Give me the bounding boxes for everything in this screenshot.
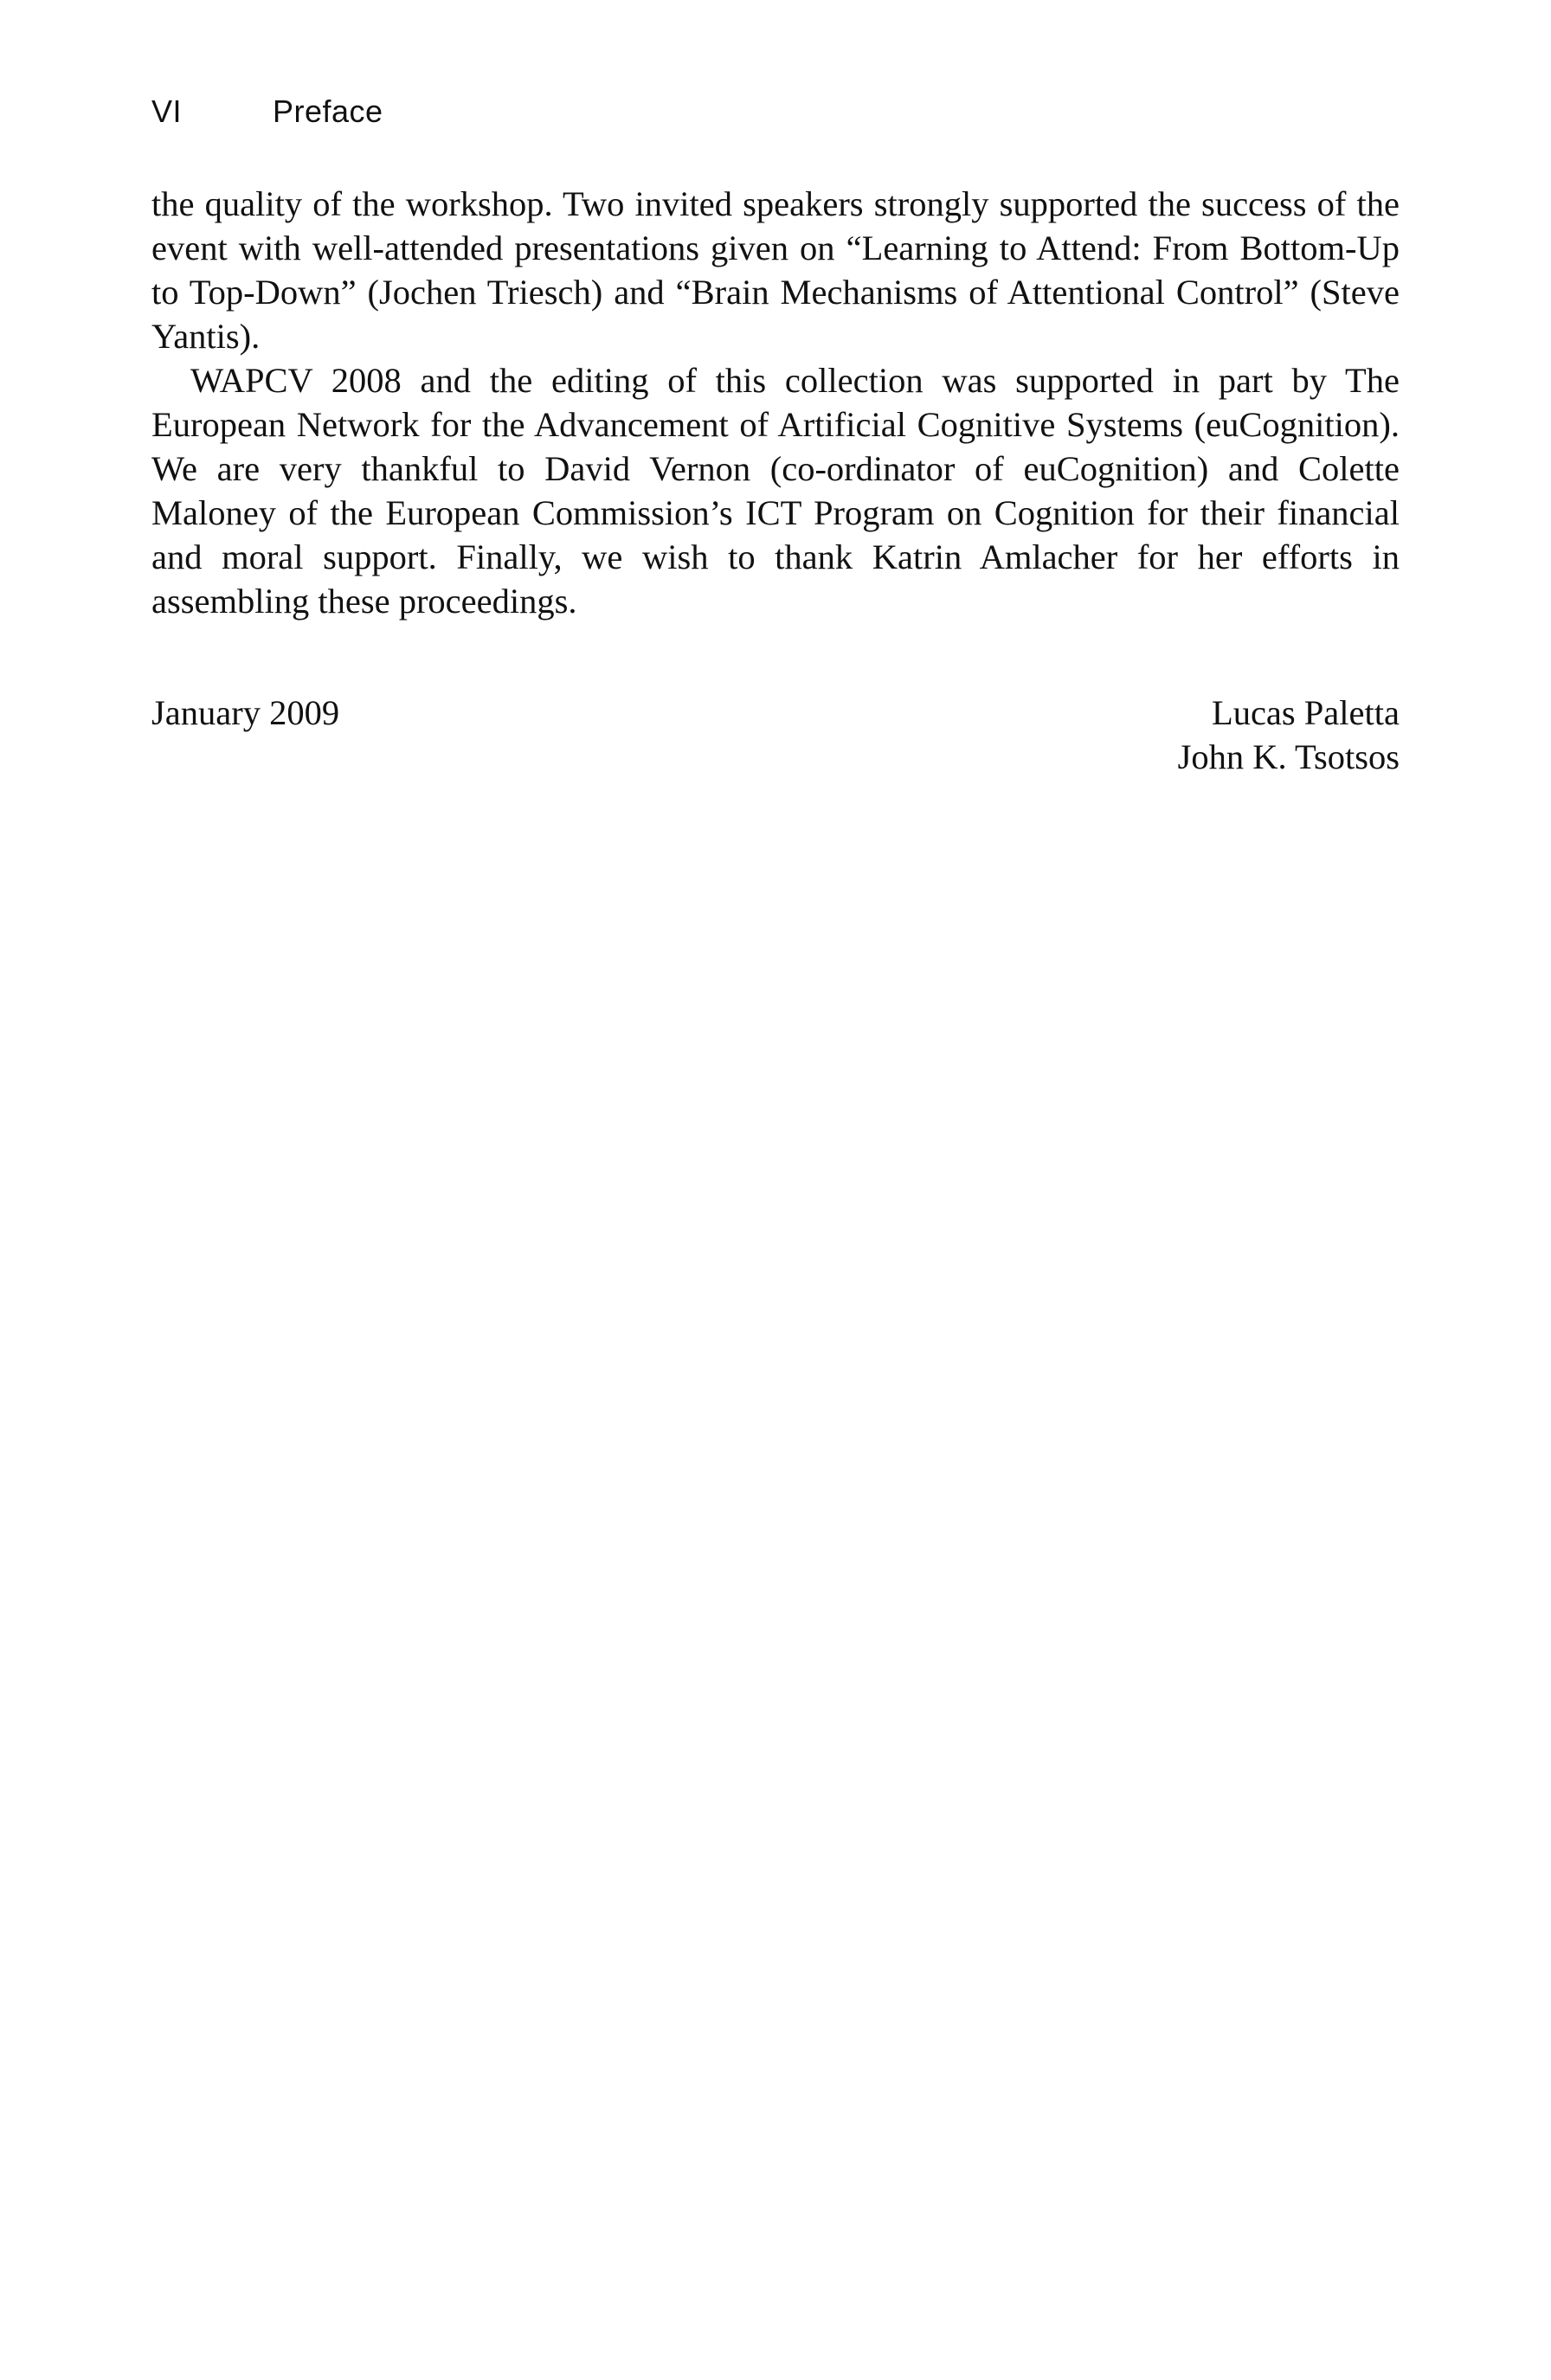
author-name: Lucas Paletta xyxy=(1211,693,1400,732)
paragraph-continuation: the quality of the workshop. Two invited speakers strongly supported the success of the event with well-attended presentations given on “Learning to Attend: From Bottom-Up to Top-Down” (Jochen Triesch) and “Brain Mechanisms of Attentional Control” (Steve Yantis). xyxy=(151,184,1400,356)
body-text xyxy=(151,182,1400,623)
running-header xyxy=(151,93,383,142)
page-number: VI xyxy=(151,93,183,129)
signature-block xyxy=(151,691,1400,779)
paragraph-acknowledgements: WAPCV 2008 and the editing of this collection was supported in part by The European Network for the Advancement of Artificial Cognitive Systems (euCognition). We are very thankful to David Vernon (co-ordinator of euCognition) and Colette Maloney of the European Commission’s ICT Program on Cognition for their financial and moral support. Finally, we wish to thank Katrin Amlacher for her efforts in assembling these proceedings. xyxy=(151,361,1400,621)
signature-date: January 2009 xyxy=(151,693,340,732)
section-title: Preface xyxy=(273,93,383,129)
author-list xyxy=(1178,691,1400,779)
author-name: John K. Tsotsos xyxy=(1177,737,1400,776)
